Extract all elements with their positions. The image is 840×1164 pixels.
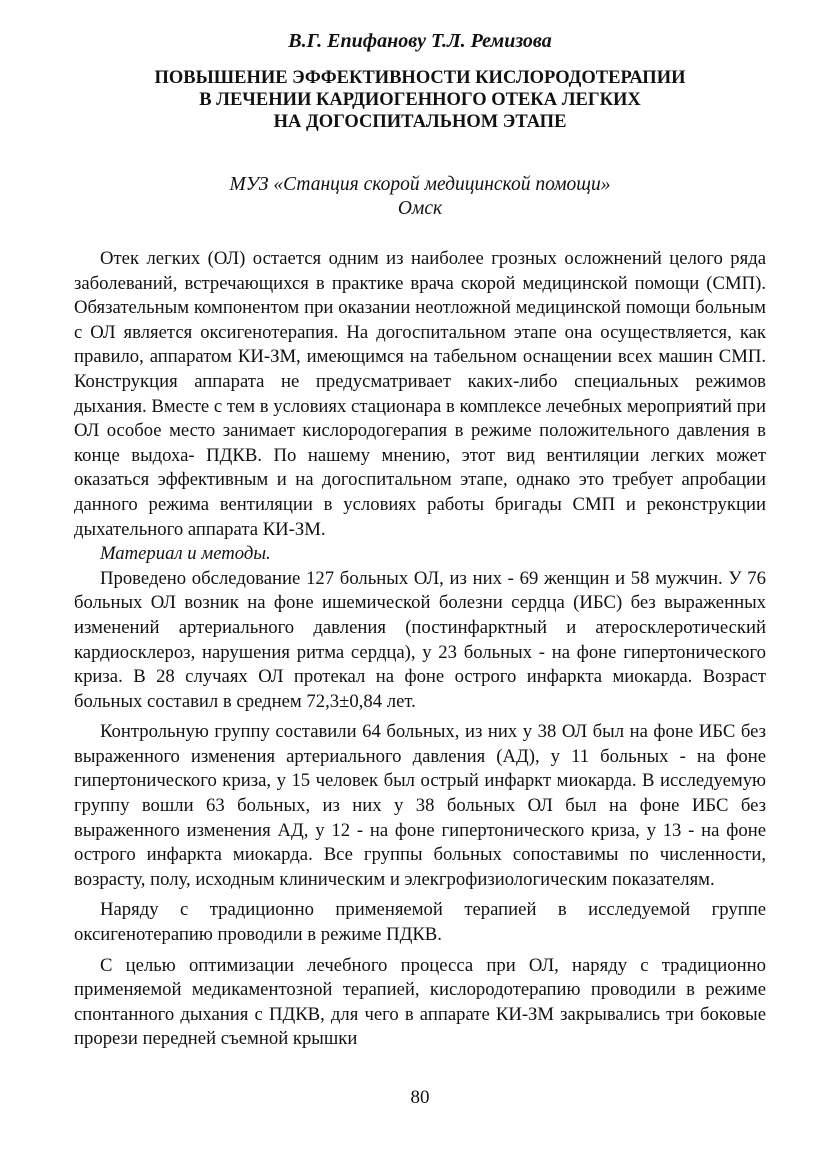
page-number: 80 — [410, 1087, 430, 1108]
title-line: НА ДОГОСПИТАЛЬНОМ ЭТАПЕ — [273, 112, 567, 132]
paragraph-therapy: Наряду с традиционно применяемой терапией в исследуемой группе оксигенотерапию проводили в режиме ПДКВ. — [74, 899, 766, 946]
affiliation: МУЗ «Станция скорой медицинской помощи» — [229, 174, 611, 195]
article-body — [74, 247, 766, 1052]
title-line: В ЛЕЧЕНИИ КАРДИОГЕННОГО ОТЕКА ЛЕГКИХ — [199, 90, 641, 110]
authors: В.Г. Епифанову Т.Л. Ремизова — [288, 30, 552, 52]
city: Омск — [397, 198, 443, 219]
paragraph-intro: Отек легких (ОЛ) остается одним из наиболее грозных осложнений целого ряда заболеваний, встречающихся в практике врача скорой медицинской помощи (СМП). Обязательным компонентом при оказании неотложной медицинской помощи больным с ОЛ является оксигенотерапия. На догоспитальном этапе она осуществляется, как правило, аппаратом КИ-ЗМ, имеющимся на табельном оснащении всех машин СМП. Конструкция аппарата не предусматривает каких-либо специальных режимов дыхания. Вместе с тем в условиях стационара в комплексе лечебных мероприятий при ОЛ особое место занимает кислородогерапия в режиме положительного давления в конце выдоха- ПДКВ. По нашему мнению, этот вид вентиляции легких может оказаться эффективным и на догоспитальном этапе, однако это требует апробации данного режима вентиляции в условиях работы бригады СМП и реконструкции дыхательного аппарата КИ-ЗМ. — [74, 248, 766, 540]
paragraph-patients: Проведено обследование 127 больных ОЛ, из них - 69 женщин и 58 мужчин. У 76 больных ОЛ возник на фоне ишемической болезни сердца (ИБС) без выраженных изменений артериального давления (постинфарктный и атеросклеротический кардиосклероз, нарушения ритма сердца), у 23 больных - на фоне гипертонического криза. В 28 случаях ОЛ протекал на фоне острого инфаркта миокарда. Возраст больных составил в среднем 72,3±0,84 лет. — [74, 567, 766, 712]
section-subheading: Материал и методы. — [100, 543, 271, 565]
affiliation-block — [74, 173, 766, 221]
title-line: ПОВЫШЕНИЕ ЭФФЕКТИВНОСТИ КИСЛОРОДОТЕРАПИИ — [154, 68, 686, 88]
paragraph-method: С целью оптимизации лечебного процесса при ОЛ, наряду с традиционно применяемой медикаментозной терапией, кислородотерапию проводили в режиме спонтанного дыхания с ПДКВ, для чего в аппарате КИ-ЗМ закрывались три боковые прорези передней съемной крышки — [74, 954, 766, 1050]
paragraph-groups: Контрольную группу составили 64 больных, из них у 38 ОЛ был на фоне ИБС без выраженного изменения артериального давления (АД), у 11 больных - на фоне гипертонического криза, у 15 человек был острый инфаркт миокарда. В исследуемую группу вошли 63 больных, из них у 38 больных ОЛ был на фоне ИБС без выраженного изменения АД, у 12 - на фоне гипертонического криза, у 13 - на фоне острого инфаркта миокарда. Все группы больных сопоставимы по численности, возрасту, полу, исходным клиническим и элекгрофизиологическим показателям. — [74, 721, 766, 890]
article — [74, 22, 766, 1052]
article-title — [74, 67, 766, 133]
